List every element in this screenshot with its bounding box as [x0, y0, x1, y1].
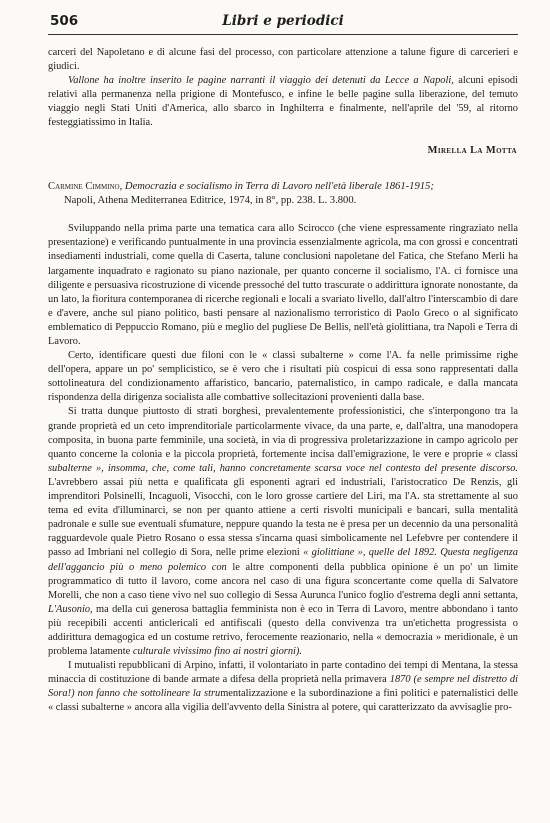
review2-paragraph-3-text-d: ma della cui generosa battaglia femminista non è eco in Terra di Lavoro, mentre abbondano i tanto più recepibili accenti anticlericali ed antifiscali (questo della convivenza tra un'etichetta progressista o addirittura demagogica ed un costume retrivo, ferocemente reazionario, nella « democrazia » meridionale, è un problema latamente [48, 603, 518, 658]
page-body [48, 46, 518, 716]
page-number: 506 [50, 13, 79, 29]
review1-paragraph-2 [48, 74, 518, 130]
review1-signature: Mirella La Motta [427, 144, 517, 156]
review2-paragraph-4-text-b: mentalizzazione e la subordinazione a fini politici e paternalistici delle « classi subalterne » ancora alla vigilia dell'avvento della Sinistra al potere, qui caratterizzato da avvisaglie pro- [48, 688, 518, 714]
review2-paragraph-3-text-c: le altre componenti della pubblica opinione è un po' un limite programmatico di tutto il lavoro, come ancora nel caso di una figura sconcertante come quella di Salvatore Morelli, che non a caso tiene vivo nel suo collegio di Sessa Aurunca l'unico foglio d'estrema degli anni settanta, [48, 561, 518, 601]
review1-paragraph-1: carceri del Napoletano e di alcune fasi del processo, con particolare attenzione a talune figure di carcerieri e giudici. [48, 47, 518, 73]
review1-paragraph-2-text: alcuni episodi relativi alla permanenza nella prigione di Montefusco, e infine le belle pagine sulla liberazione, del temuto viaggio negli Stati Uniti d'America, allo sbarco in Inghilterra e finalmente, nell'aprile del '59, al ritorno festeggiatissimo in Italia. [48, 75, 518, 129]
page-header [48, 12, 518, 35]
review2-paragraph-4-italic: 1870 (e sempre nel distretto di Sora!) non fanno che sottolineare la stru [48, 674, 518, 700]
running-title: Libri e periodici [222, 13, 344, 29]
review2-paragraph-3 [48, 405, 518, 659]
review2-bibliographic-reference [48, 180, 518, 209]
review2-paragraph-4 [48, 659, 518, 715]
review2-author: Carmine Cimmino, [48, 180, 123, 192]
review2-publication-info: Napoli, Athena Mediterranea Editrice, 1974, in 8°, pp. 238. L. 3.800. [64, 194, 357, 206]
review2-paragraph-3-italic-2: « giolittiane », quelle del 1892. Questa negligenza dell'aggancio più o meno polemico con [48, 547, 519, 573]
review2-paragraph-3-italic-3: L'Ausonio, [48, 603, 93, 615]
review2-paragraph-3-text-b: L'avrebbero assai più netta e qualificata gli esponenti agrari ed industriali, l'aristocratico De Renzis, gli imprenditori Polsinelli, Incaguoli, Visocchi, con le loro grosse cartiere del Liri, ma l'A. sta strettamente al suo tema ed evita d'illuminarci, se non per quanto attiene a certi risvolti municipali e bancari, sulla mentalità padronale e sulle sue eventuali sfumature, neppure quando la testa ne è presa per un decennio da una personalità ragguardevole quale Pietro Rosano o essa stessa s'incarna quasi simbolicamente nel Lefebvre per contendere il passo ad Imbriani nel collegio di Sora, nelle prime elezioni [48, 476, 518, 559]
review2-paragraph-3-text-a: Si tratta dunque piuttosto di strati borghesi, prevalentemente professionistici, che s'interpongono tra la grande proprietà ed un ceto imprenditoriale particolarmente vivace, da una parte, e, dall'altra, una manodopera composita, in buona parte femminile, una società, in via di progressiva proletarizzazione in campo agricolo per quanto concerne la colonia e la piccola proprietà, fortemente incisa dall'emigrazione, le vere e proprie « classi [48, 406, 518, 460]
review2-paragraph-3-italic-4: culturale vivissimo fino ai nostri giorni). [132, 646, 302, 658]
review2-paragraph-1: Sviluppando nella prima parte una tematica cara allo Scirocco (che viene espressamente ringraziato nella presentazione) e verificando puntualmente in una provincia essenzialmente agricola, ma con grossi e concentrati insediamenti industriali, come quella di Caserta, talune conclusioni napoletane del Fatica, che Stefano Merli ha largamente inquadrato e ragionato su piano nazionale, per quanto concerne il socialismo, l'A. ci fornisce una diligente e persuasiva ricostruzione di vicende pressoché del tutto trascurate o addirittura ignorate nonostante, da un lato, la fioritura contemporanea di ricerche regionali e locali a svariato livello, dall'altro l'interscambio di dare e d'avere, anche sul piano politico, basti pensare al nazionalismo terroristico di Paolo Greco o al significato emblematico di Peppuccio Romano, più e meglio del pugliese De Bellis, nell'età giolittiana, tra Napoli e Terra di Lavoro. [48, 223, 518, 347]
review2-paragraph-3-italic-1: subalterne », insomma, che, come tali, hanno concretamente scarsa voce nel contesto del presente discorso. [48, 462, 518, 474]
review2-paragraph-2: Certo, identificare questi due filoni con le « classi subalterne » come l'A. fa nelle primissime righe dell'opera, appare un po' semplicistico, se è vero che i risultati più cospicui di essa sono rappresentati dalla sottolineatura del condizionamento affaristico, bancario, paternalistico, in campo radicale, e dalla mancata rispondenza della dirigenza socialista alle combattive sollecitazioni provenienti dalla base. [48, 350, 518, 404]
review1-paragraph-2-italic: Vallone ha inoltre inserito le pagine narranti il viaggio dei detenuti da Lecce a Napoli, [68, 75, 454, 87]
review2-book-title: Democrazia e socialismo in Terra di Lavoro nell'età liberale 1861-1915; [122, 180, 434, 192]
review2-paragraph-4-text-a: I mutualisti repubblicani di Arpino, infatti, il volontariato in parte contadino dei tempi di Mentana, la stessa minaccia di costituzione di bande armate a difesa della proprietà nella primavera [48, 660, 518, 686]
